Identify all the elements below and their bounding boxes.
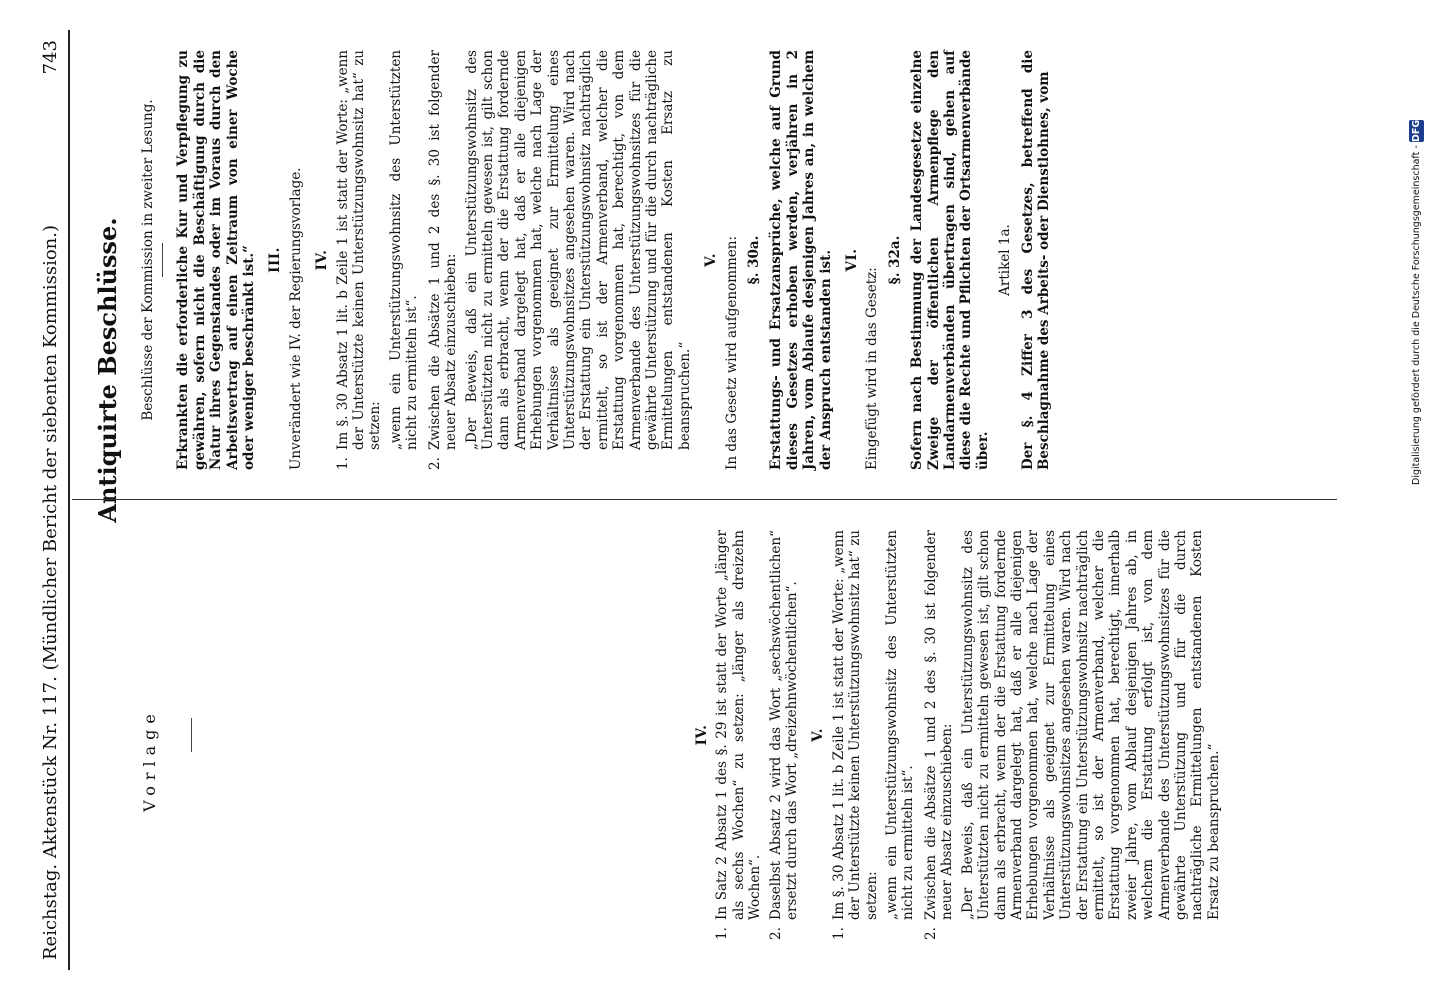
header-rule	[68, 30, 70, 970]
digitization-credit	[1409, 120, 1424, 485]
page-title: Antiquirte Beschlüsse.	[93, 217, 122, 523]
section-text: Unverändert wie IV. der Regierungsvorlage.	[287, 167, 304, 470]
paragraph-title: §. 32a.	[886, 235, 903, 285]
divider	[162, 243, 163, 277]
item-text: Daselbst Absatz 2 wird das Wort „sechswöchentlichen“ ersetzt durch das Wort „dreizehnwöchentlichen“.	[767, 530, 801, 920]
section-label: V.	[703, 253, 720, 267]
item-number: 1.	[830, 927, 847, 940]
list-item	[768, 530, 801, 940]
list-item	[427, 50, 460, 470]
column-divider	[72, 499, 1337, 500]
list-item	[714, 530, 763, 940]
item-text: Im §. 30 Absatz 1 lit. b Zeile 1 ist statt der Worte: „wenn der Unterstützte keinen Unterstützungswohnsitz hat“ zu setzen:	[334, 50, 384, 450]
quote-text: „Der Beweis, daß ein Unterstützungswohnsitz des Unterstützten nicht zu ermitteln gewesen ist, gilt schon dann als erbracht, wenn der die Erstattung fordernde Armenverband dargelegt hat, daß er alle diejenigen Erhebungen vorgenommen hat, welche nach Lage der Verhältnisse als geeignet zur Ermittelung eines Unterstützungswohnsitzes angesehen waren. Wird nach der Erstattung ein Unterstützungswohnsitz nachträglich ermittelt, so ist der Armenverband, welcher die Erstattung vorgenommen hat, berechtigt, innerhalb zweier Jahre, vom Ablauf desjenigen Jahres ab, in welchem die Erstattung erfolgt ist, von dem Armenverbande des Unterstützungswohnsitzes für die gewährte Unterstützung und für die durch nachträgliche Ermittelungen entstandenen Kosten Ersatz zu beanspruchen.“	[959, 530, 1222, 920]
item-text: In Satz 2 Absatz 1 des §. 29 ist statt der Worte „länger als sechs Wochen“ zu setzen: „länger als dreizehn Wochen“.	[714, 530, 764, 920]
header-left-text: Reichstag. Aktenstück Nr. 117. (Mündlicher Bericht der siebenten Kommission.)	[40, 225, 61, 960]
section-label: IV.	[314, 249, 331, 271]
item-number: 2.	[426, 457, 443, 470]
quote-text: „Der Beweis, daß ein Unterstützungswohnsitz des Unterstützten nicht zu ermitteln gewesen ist, gilt schon dann als erbracht, wenn der die Erstattung fordernde Armenverband dargelegt hat, daß er alle diejenigen Erhebungen vorgenommen hat, welche nach Lage der Verhältnisse als geeignet zur Ermittelung eines Unterstützungswohnsitzes angesehen waren. Wird nach der Erstattung ein Unterstützungswohnsitz nachträglich ermittelt, so ist der Armenverband, welcher die Erstattung vorgenommen hat, berechtigt, von dem Armenverbande des Unterstützungswohnsitzes für die gewährte Unterstützung und für die durch nachträgliche Ermittelungen entstandenen Kosten Ersatz zu beanspruchen.“	[463, 50, 693, 450]
list-item	[335, 50, 384, 470]
item-text: Zwischen die Absätze 1 und 2 des §. 30 ist folgender neuer Absatz einzuschieben:	[426, 50, 460, 450]
paragraph-title: §. 30a.	[746, 235, 762, 285]
list-item	[831, 530, 880, 940]
item-number: 1.	[714, 927, 731, 940]
section-label: VI.	[844, 248, 861, 272]
credit-text: Digitalisierung gefördert durch die Deutsche Forschungsgemeinschaft -	[1411, 145, 1422, 485]
item-number: 2.	[922, 927, 939, 940]
item-number: 2.	[767, 927, 784, 940]
section-intro: Eingefügt wird in das Gesetz:	[864, 267, 881, 470]
item-text: Zwischen die Absätze 1 und 2 des §. 30 ist folgender neuer Absatz einzuschieben:	[922, 530, 956, 920]
dfg-logo: DFG	[1411, 120, 1422, 143]
section-label: V.	[810, 728, 827, 742]
quote-text: „wenn ein Unterstützungswohnsitz des Unterstützten nicht zu ermitteln ist“.	[387, 50, 421, 450]
running-header	[40, 40, 64, 960]
left-column	[185, 530, 1228, 940]
article-label: Artikel 1a.	[997, 224, 1014, 296]
paragraph-text: Erstattungs- und Ersatzansprüche, welche auf Grund dieses Gesetzes erhoben werden, verjähren in 2 Jahren, vom Ablaufe desjenigen Jahres an, in welchem der Anspruch entstanden ist.	[768, 50, 834, 470]
list-item	[923, 530, 956, 940]
divider	[191, 718, 192, 752]
section-intro: In das Gesetz wird aufgenommen:	[723, 235, 740, 470]
paragraph-text: Sofern nach Bestimmung der Landesgesetze einzelne Zweige der öffentlichen Armenpflege den Landarmenverbänden übertragen sind, gehen auf diese die Rechte und Pflichten der Ortsarmenverbände über.	[909, 50, 991, 470]
item-text: Im §. 30 Absatz 1 lit. b Zeile 1 ist statt der Worte: „wenn der Unterstützte keinen Unterstützungswohnsitz hat“ zu setzen:	[830, 530, 880, 920]
section-label: IV.	[694, 724, 710, 746]
section-label: III.	[267, 247, 284, 273]
left-column-heading: Vorlage	[140, 708, 159, 812]
quote-text: „wenn ein Unterstützungswohnsitz des Unterstützten nicht zu ermitteln ist“.	[884, 530, 917, 920]
page-number: 743	[40, 40, 61, 75]
article-text: Der §. 4 Ziffer 3 des Gesetzes, betreffend die Beschlagnahme des Arbeits- oder Dienstlohnes, vom	[1019, 50, 1053, 470]
right-column-heading: Beschlüsse der Kommission in zweiter Lesung.	[140, 99, 156, 421]
bold-paragraph: Erkrankten die erforderliche Kur und Verpflegung zu gewähren, sofern nicht die Beschäftigung durch die Natur ihres Gegenstandes oder im Voraus durch den Arbeitsvertrag auf einen Zeitraum von einer Woche oder weniger beschränkt ist.“	[175, 50, 258, 470]
right-column	[140, 50, 1059, 470]
item-number: 1.	[334, 457, 351, 470]
